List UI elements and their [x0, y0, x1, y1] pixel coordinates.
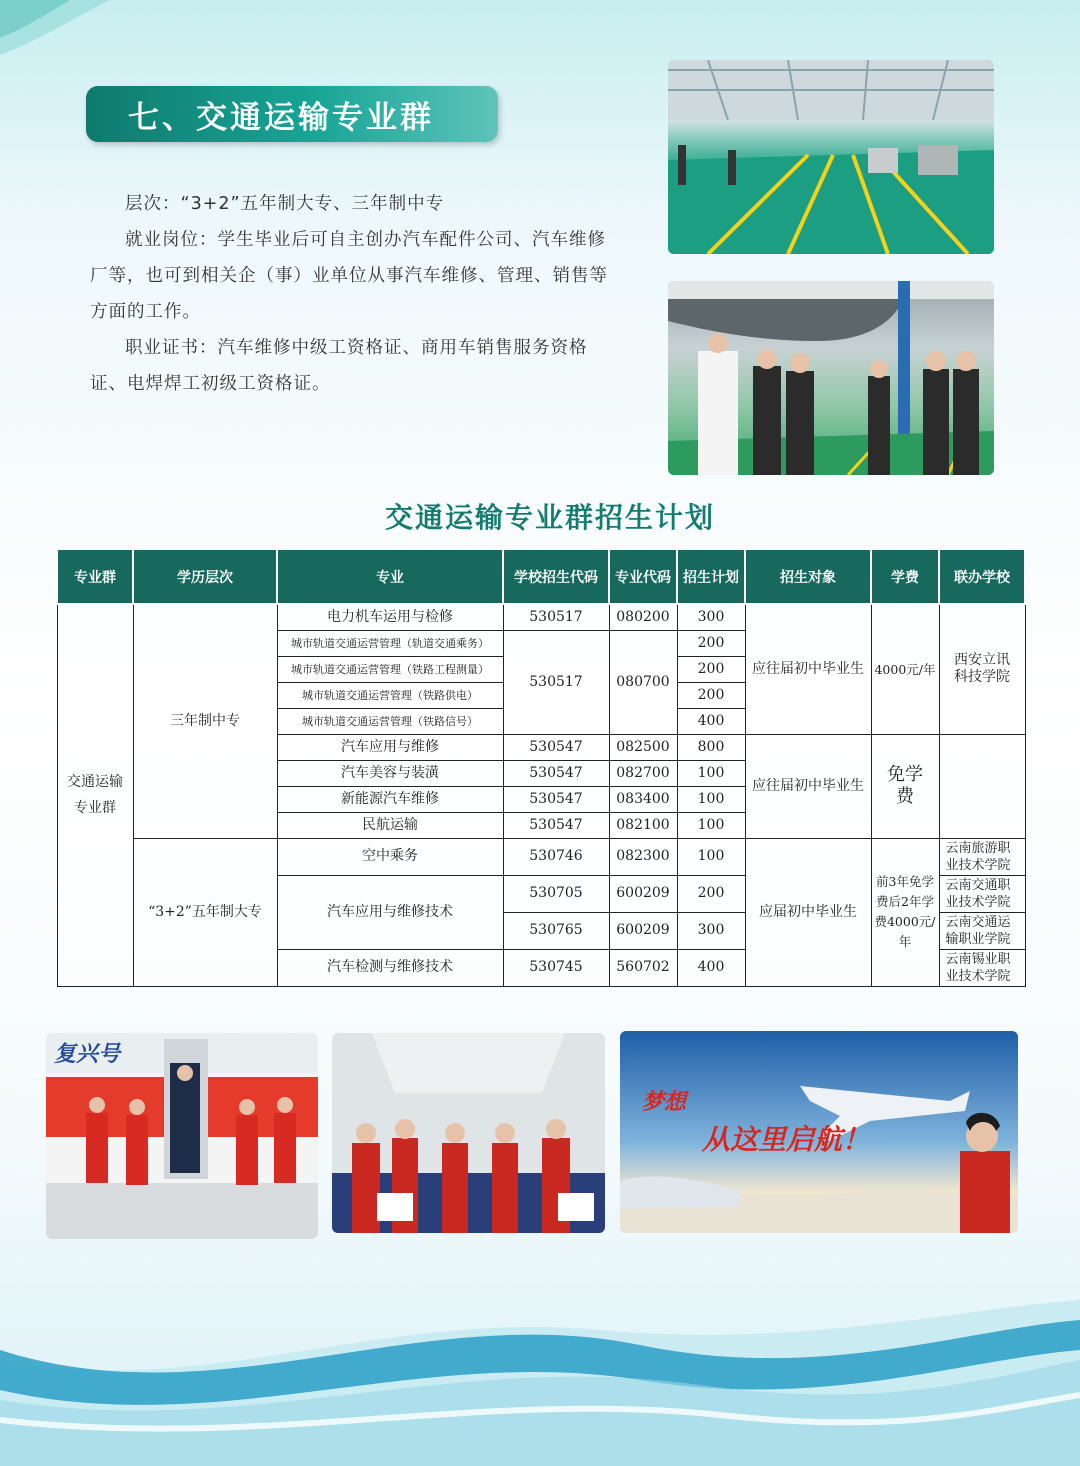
- major-code-cell: 600209: [609, 875, 677, 912]
- header-cell: 专业代码: [609, 550, 677, 604]
- slogan-dream: 梦想: [642, 1089, 687, 1115]
- partner-cell: 云南交通职业技术学院: [939, 875, 1025, 912]
- fee-cell: 免学费: [871, 734, 939, 838]
- major-cell: 新能源汽车维修: [277, 786, 503, 812]
- header-cell: 招生对象: [745, 550, 871, 604]
- major-cell: 汽车检测与维修技术: [277, 949, 503, 986]
- table-header-row: [57, 550, 1025, 604]
- school-code-cell: 530517: [503, 604, 609, 630]
- plan-cell: 100: [677, 838, 745, 875]
- header-cell: 专业: [277, 550, 503, 604]
- plan-cell: 400: [677, 949, 745, 986]
- dream-slogan-banner: [620, 1031, 1018, 1233]
- school-code-cell: 530517: [503, 630, 609, 734]
- plan-cell: 300: [677, 604, 745, 630]
- major-cell: 电力机车运用与检修: [277, 604, 503, 630]
- major-cell: 城市轨道交通运营管理（铁路信号）: [277, 708, 503, 734]
- header-cell: 学校招生代码: [503, 550, 609, 604]
- major-code-cell: 560702: [609, 949, 677, 986]
- plan-cell: 300: [677, 912, 745, 949]
- school-code-cell: 530547: [503, 734, 609, 760]
- header-cell: 专业群: [57, 550, 133, 604]
- school-code-cell: 530746: [503, 838, 609, 875]
- major-code-cell: 082500: [609, 734, 677, 760]
- major-code-cell: 080200: [609, 604, 677, 630]
- intro-jobs: 就业岗位：学生毕业后可自主创办汽车配件公司、汽车维修厂等，也可到相关企（事）业单位从事汽车维修、管理、销售等方面的工作。: [90, 230, 608, 322]
- major-code-cell: 600209: [609, 912, 677, 949]
- major-cell: 空中乘务: [277, 838, 503, 875]
- plan-cell: 100: [677, 760, 745, 786]
- partner-cell: [939, 734, 1025, 838]
- bottom-wave-decoration: [0, 1290, 1080, 1466]
- major-code-cell: 082100: [609, 812, 677, 838]
- section-title: 七、交通运输专业群: [86, 86, 498, 142]
- fuxing-train-crew-photo: [46, 1033, 318, 1239]
- plan-cell: 100: [677, 812, 745, 838]
- school-code-cell: 530547: [503, 812, 609, 838]
- major-cell: 城市轨道交通运营管理（铁路工程测量）: [277, 656, 503, 682]
- target-cell: 应届初中毕业生: [745, 838, 871, 986]
- intro-level: 层次：“3+2”五年制大专、三年制中专: [125, 194, 445, 214]
- corner-wave-decoration: [0, 0, 140, 60]
- target-cell: 应往届初中毕业生: [745, 604, 871, 734]
- fee-cell: 4000元/年: [871, 604, 939, 734]
- major-cell: 民航运输: [277, 812, 503, 838]
- school-code-cell: 530765: [503, 912, 609, 949]
- partner-cell: 云南锡业职业技术学院: [939, 949, 1025, 986]
- plan-cell: 200: [677, 875, 745, 912]
- major-code-cell: 082700: [609, 760, 677, 786]
- major-code-cell: 080700: [609, 630, 677, 734]
- group-cell: 交通运输专业群: [57, 604, 133, 986]
- school-code-cell: 530547: [503, 760, 609, 786]
- target-cell: 应往届初中毕业生: [745, 734, 871, 838]
- fuxing-label: 复兴号: [54, 1041, 121, 1067]
- partner-cell: 西安立讯科技学院: [939, 604, 1025, 734]
- header-cell: 招生计划: [677, 550, 745, 604]
- intro-text: [90, 186, 620, 402]
- train-cabin-crew-photo: [332, 1033, 605, 1233]
- level-cell: “3+2”五年制大专: [133, 838, 277, 986]
- partner-cell: 云南交通运输职业学院: [939, 912, 1025, 949]
- school-code-cell: 530705: [503, 875, 609, 912]
- enrollment-plan-table: [56, 550, 1026, 987]
- major-cell: 城市轨道交通运营管理（轨道交通乘务）: [277, 630, 503, 656]
- table-row: [57, 604, 1025, 630]
- plan-cell: 800: [677, 734, 745, 760]
- table-row: [57, 838, 1025, 875]
- plan-cell: 100: [677, 786, 745, 812]
- plan-cell: 200: [677, 682, 745, 708]
- header-cell: 学费: [871, 550, 939, 604]
- plan-cell: 200: [677, 630, 745, 656]
- plan-cell: 400: [677, 708, 745, 734]
- car-inspection-photo: [668, 281, 994, 475]
- intro-cert: 职业证书：汽车维修中级工资格证、商用车销售服务资格证、电焊焊工初级工资格证。: [90, 338, 588, 394]
- level-cell: 三年制中专: [133, 604, 277, 838]
- major-code-cell: 083400: [609, 786, 677, 812]
- plan-cell: 200: [677, 656, 745, 682]
- table-title: 交通运输专业群招生计划: [384, 501, 715, 534]
- header-cell: 联办学校: [939, 550, 1025, 604]
- major-cell: 汽车应用与维修: [277, 734, 503, 760]
- major-cell: 城市轨道交通运营管理（铁路供电）: [277, 682, 503, 708]
- fee-cell: 前3年免学费后2年学费4000元/年: [871, 838, 939, 986]
- major-cell: 汽车应用与维修技术: [277, 875, 503, 949]
- slogan-depart: 从这里启航！: [702, 1123, 871, 1156]
- school-code-cell: 530547: [503, 786, 609, 812]
- major-code-cell: 082300: [609, 838, 677, 875]
- major-cell: 汽车美容与装潢: [277, 760, 503, 786]
- partner-cell: 云南旅游职业技术学院: [939, 838, 1025, 875]
- header-cell: 学历层次: [133, 550, 277, 604]
- school-code-cell: 530745: [503, 949, 609, 986]
- workshop-photo: [668, 60, 994, 254]
